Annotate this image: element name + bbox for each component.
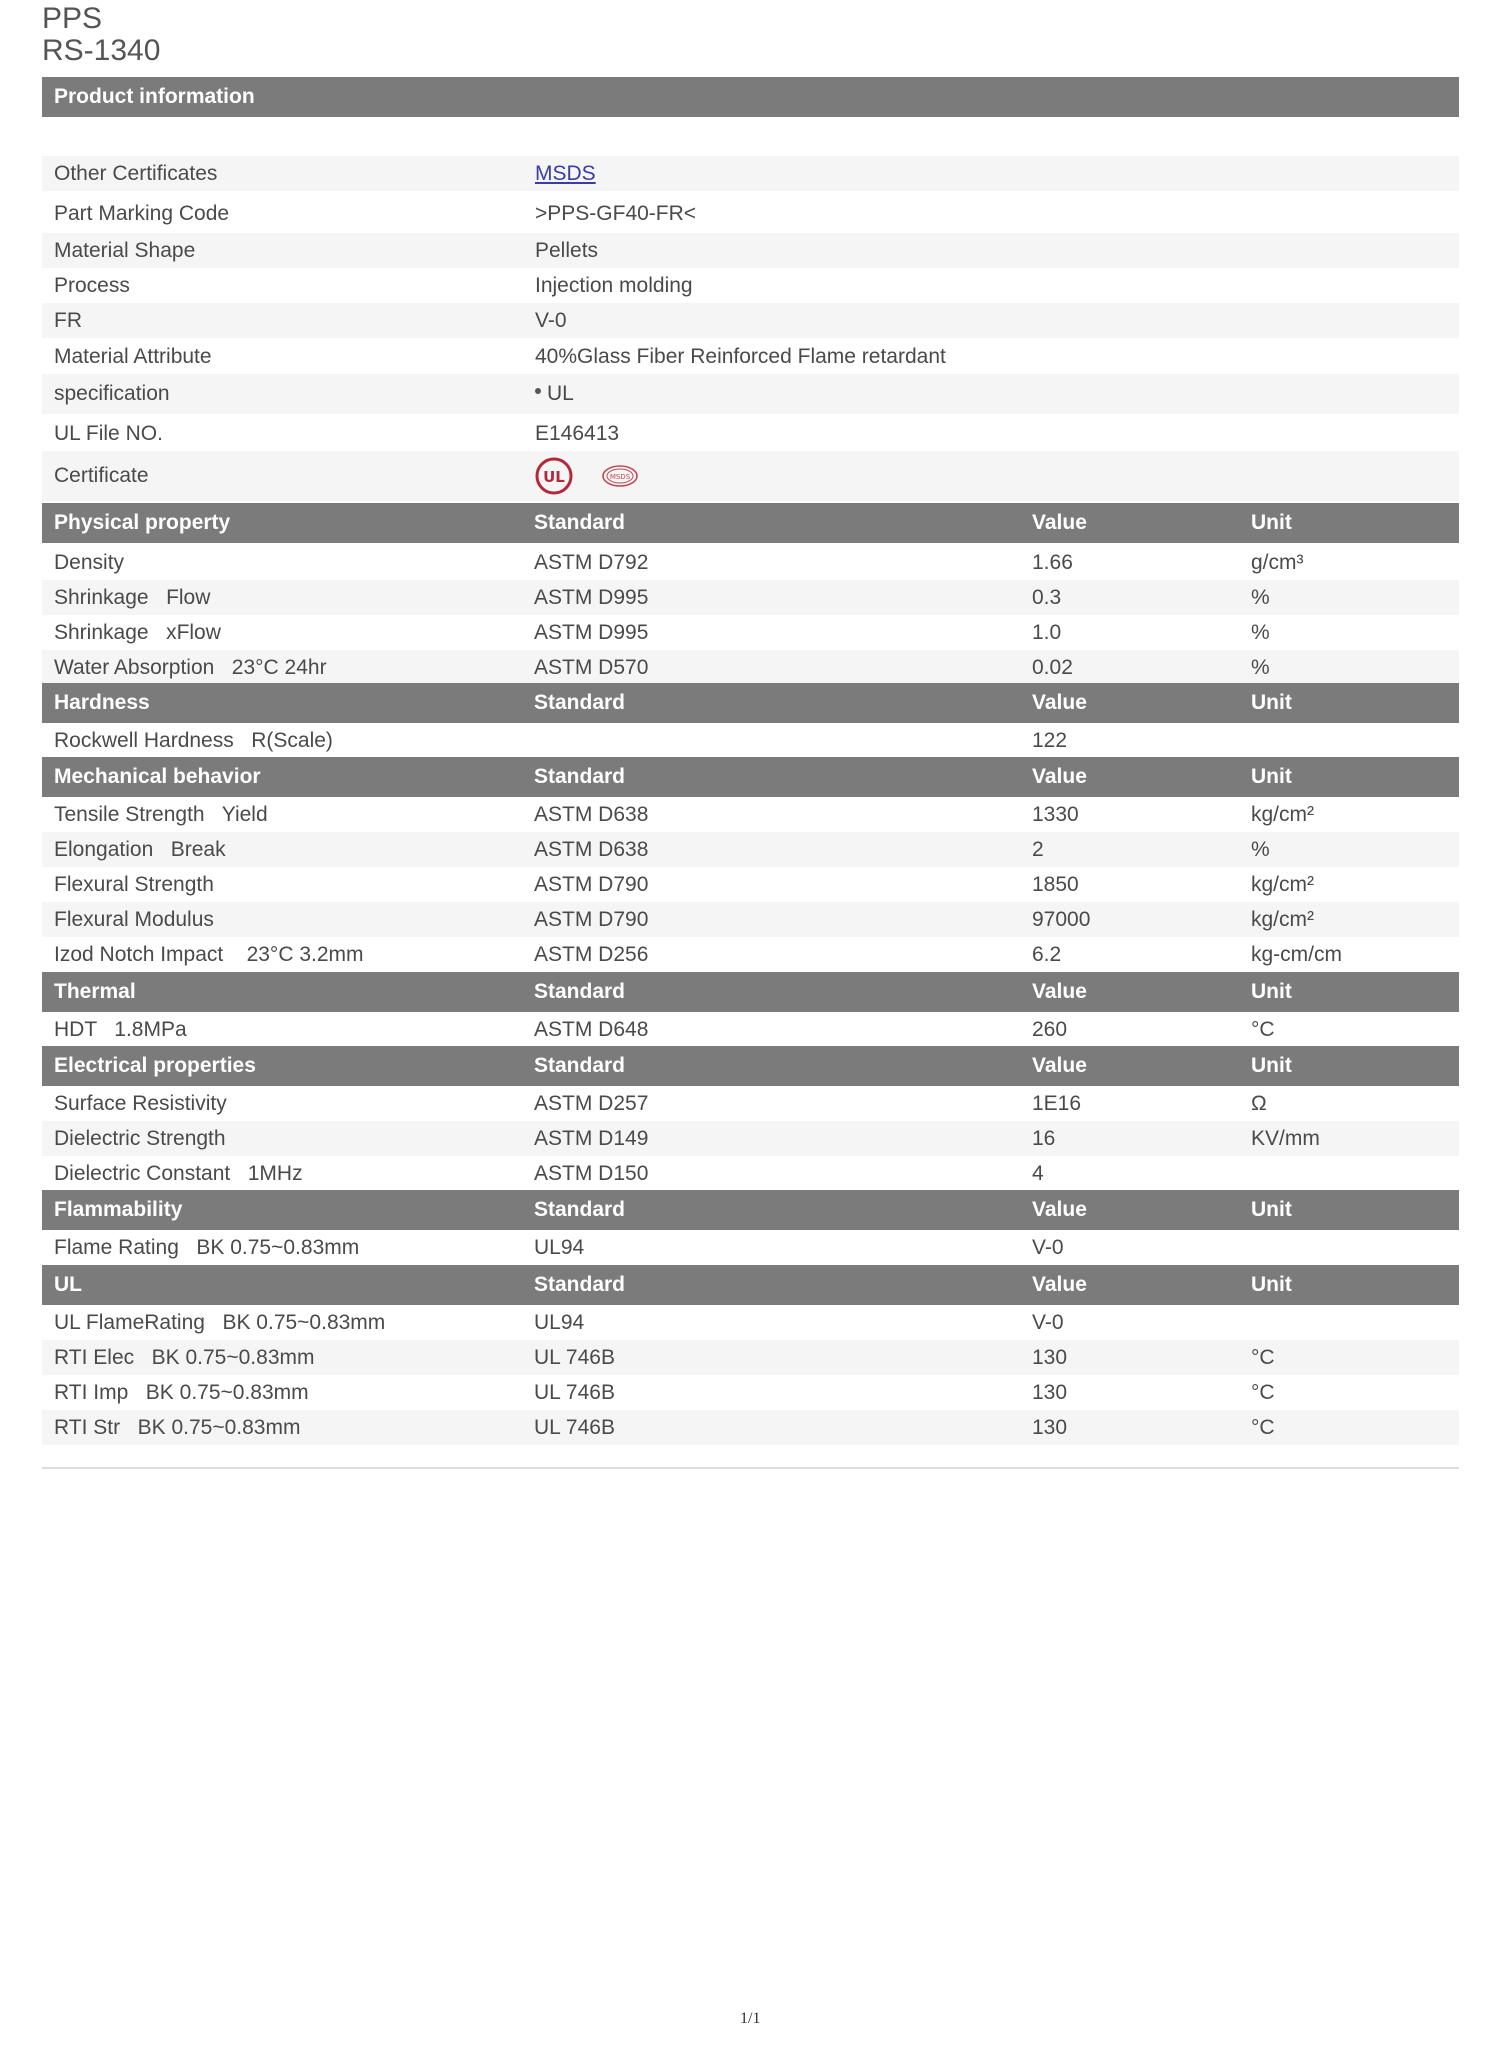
table-row: Dielectric Strength ASTM D149 16 KV/mm [42,1121,1459,1156]
info-row-material-attribute: Material Attribute 40%Glass Fiber Reinforced Flame retardant [54,344,946,368]
title-material: PPS [42,2,103,35]
info-row-process: Process Injection molding [54,273,693,297]
table-row: RTI Elec BK 0.75~0.83mm UL 746B 130 °C [42,1340,1459,1375]
section-header-physical: Physical property Standard Value Unit [42,503,1459,543]
table-row: Water Absorption 23°C 24hr ASTM D570 0.02 % [42,650,1459,685]
table-row: Izod Notch Impact 23°C 3.2mm ASTM D256 6.2 kg-cm/cm [54,942,1342,966]
title-grade: RS-1340 [42,34,161,67]
table-row: Flexural Modulus ASTM D790 97000 kg/cm² [42,902,1459,937]
info-row-part-marking: Part Marking Code >PPS-GF40-FR< [54,201,697,225]
msds-certification-icon [601,464,639,488]
table-row: HDT 1.8MPa ASTM D648 260 °C [54,1017,1275,1041]
table-row: Density ASTM D792 1.66 g/cm³ [54,550,1304,574]
info-row-other-certificates: Other Certificates MSDS [42,156,1459,191]
product-info-header: Product information [42,77,1459,117]
table-row: RTI Str BK 0.75~0.83mm UL 746B 130 °C [42,1410,1459,1445]
bullet-icon [535,388,541,394]
info-row-fr: FR V-0 [42,303,1459,338]
svg-text:MSDS: MSDS [609,473,631,481]
table-row: Shrinkage xFlow ASTM D995 1.0 % [54,620,1270,644]
section-header-hardness: Hardness Standard Value Unit [42,683,1459,723]
table-row: Dielectric Constant 1MHz ASTM D150 4 [54,1161,1044,1185]
msds-link[interactable]: MSDS [535,161,596,185]
table-row: Shrinkage Flow ASTM D995 0.3 % [42,580,1459,615]
info-row-ul-file: UL File NO. E146413 [54,421,620,445]
ul-certification-icon [535,457,573,495]
section-header-flammability: Flammability Standard Value Unit [42,1190,1459,1230]
info-row-certificate: Certificate UL MSDS [42,451,1459,501]
page-number: 1/1 [740,2010,761,2027]
section-header-mechanical: Mechanical behavior Standard Value Unit [42,757,1459,797]
info-row-specification: specification UL [42,374,1459,414]
table-row: Tensile Strength Yield ASTM D638 1330 kg/cm² [54,802,1314,826]
info-row-material-shape: Material Shape Pellets [42,233,1459,268]
table-row: Surface Resistivity ASTM D257 1E16 Ω [54,1091,1267,1115]
table-row: UL FlameRating BK 0.75~0.83mm UL94 V-0 [54,1310,1064,1334]
section-header-ul: UL Standard Value Unit [42,1265,1459,1305]
table-row: Flame Rating BK 0.75~0.83mm UL94 V-0 [54,1235,1064,1259]
table-row: RTI Imp BK 0.75~0.83mm UL 746B 130 °C [54,1380,1275,1404]
section-header-thermal: Thermal Standard Value Unit [42,972,1459,1012]
svg-text:UL: UL [543,468,565,486]
section-header-electrical: Electrical properties Standard Value Unit [42,1046,1459,1086]
table-row: Rockwell Hardness R(Scale) 122 [54,728,1068,752]
table-row: Flexural Strength ASTM D790 1850 kg/cm² [54,872,1314,896]
bottom-divider [42,1467,1459,1469]
table-row: Elongation Break ASTM D638 2 % [42,832,1459,867]
